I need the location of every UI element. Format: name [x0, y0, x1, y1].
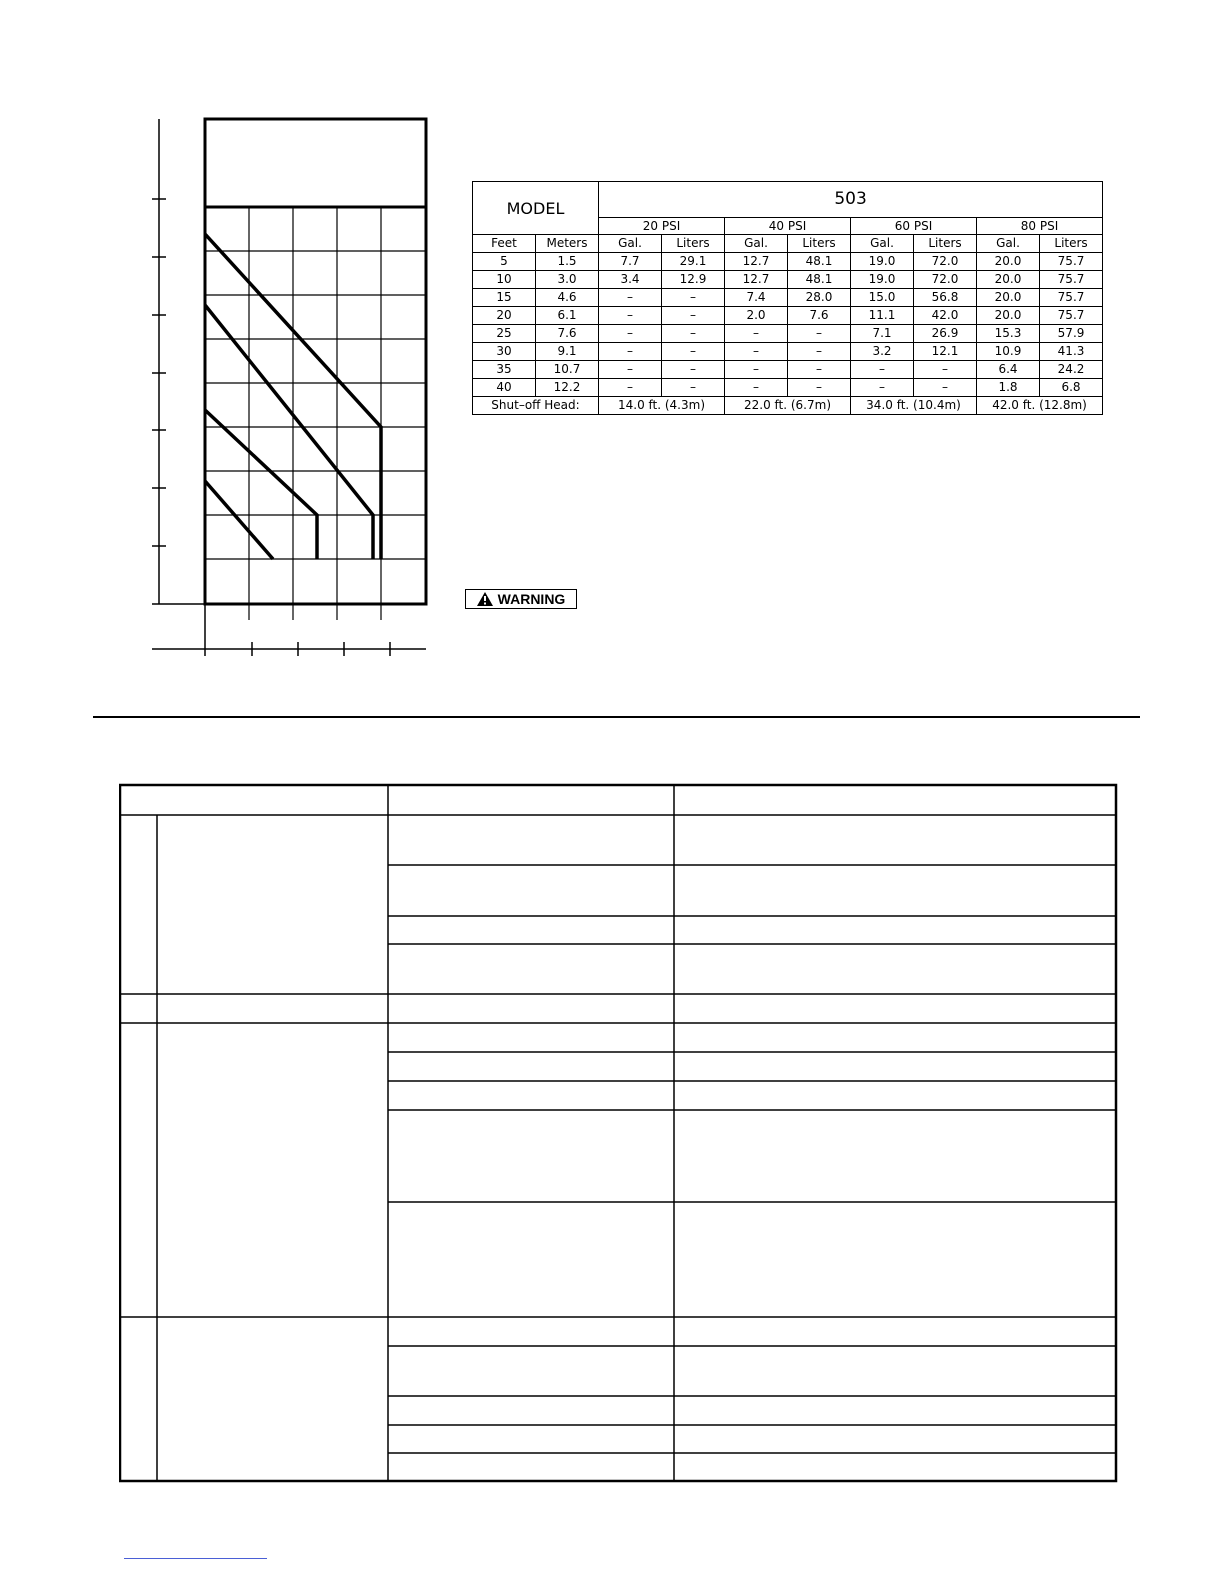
table-cell: 26.9 — [914, 325, 977, 343]
chart-axes — [152, 119, 426, 649]
table-cell: 6.8 — [1040, 379, 1103, 397]
table-cell: 12.1 — [914, 343, 977, 361]
column-header: Meters — [536, 235, 599, 253]
table-cell: 6.1 — [536, 307, 599, 325]
table-cell: 72.0 — [914, 271, 977, 289]
table-cell: – — [725, 343, 788, 361]
table-cell: 7.4 — [725, 289, 788, 307]
troubleshooting-table-grid — [119, 783, 1119, 1485]
column-header: Gal. — [725, 235, 788, 253]
table-cell: – — [725, 379, 788, 397]
table-cell: – — [662, 379, 725, 397]
table-cell: 15.3 — [977, 325, 1040, 343]
table-cell: 20.0 — [977, 253, 1040, 271]
column-header: Liters — [788, 235, 851, 253]
table-cell: – — [599, 307, 662, 325]
table-cell: 41.3 — [1040, 343, 1103, 361]
table-cell: 5 — [473, 253, 536, 271]
footer-link-underline[interactable] — [124, 1558, 267, 1559]
table-cell: 7.6 — [536, 325, 599, 343]
table-cell: 4.6 — [536, 289, 599, 307]
table-cell: – — [788, 343, 851, 361]
model-number: 503 — [599, 182, 1103, 218]
table-cell: 3.2 — [851, 343, 914, 361]
shutoff-value: 14.0 ft. (4.3m) — [599, 397, 725, 415]
column-header: Gal. — [599, 235, 662, 253]
performance-row — [473, 343, 1103, 361]
table-cell: – — [599, 325, 662, 343]
table-cell: 75.7 — [1040, 253, 1103, 271]
table-cell: 15.0 — [851, 289, 914, 307]
pressure-header-40: 40 PSI — [725, 217, 851, 234]
curve-40-psi — [205, 410, 317, 559]
table-cell: – — [725, 361, 788, 379]
table-cell: 20.0 — [977, 289, 1040, 307]
table-cell: 10 — [473, 271, 536, 289]
performance-rows — [473, 253, 1103, 397]
column-header: Liters — [662, 235, 725, 253]
table-cell: 1.8 — [977, 379, 1040, 397]
table-cell: 3.0 — [536, 271, 599, 289]
table-cell: – — [599, 343, 662, 361]
table-cell: 12.2 — [536, 379, 599, 397]
table-cell: 40 — [473, 379, 536, 397]
model-header: MODEL — [473, 182, 599, 235]
table-cell: – — [725, 325, 788, 343]
table-cell: – — [851, 361, 914, 379]
column-header: Liters — [1040, 235, 1103, 253]
shutoff-value: 34.0 ft. (10.4m) — [851, 397, 977, 415]
table-cell: 11.1 — [851, 307, 914, 325]
table-cell: 12.7 — [725, 271, 788, 289]
column-header: Gal. — [851, 235, 914, 253]
table-cell: – — [662, 325, 725, 343]
table-cell: – — [662, 361, 725, 379]
table-cell: – — [788, 361, 851, 379]
x-axis-ticks — [205, 604, 390, 656]
table-cell: 20 — [473, 307, 536, 325]
pressure-header-20: 20 PSI — [599, 217, 725, 234]
table-cell: 56.8 — [914, 289, 977, 307]
table-cell: 75.7 — [1040, 289, 1103, 307]
unit-header-row — [473, 235, 1103, 253]
pressure-header-60: 60 PSI — [851, 217, 977, 234]
table-cell: 28.0 — [788, 289, 851, 307]
table-cell: 24.2 — [1040, 361, 1103, 379]
table-cell: – — [914, 361, 977, 379]
shutoff-label: Shut–off Head: — [473, 397, 599, 415]
table-cell: 75.7 — [1040, 307, 1103, 325]
table-cell: – — [599, 379, 662, 397]
table-cell: 10.9 — [977, 343, 1040, 361]
table-cell: 75.7 — [1040, 271, 1103, 289]
table-cell: 30 — [473, 343, 536, 361]
table-cell: 12.7 — [725, 253, 788, 271]
table-cell: 42.0 — [914, 307, 977, 325]
table-cell: 48.1 — [788, 253, 851, 271]
table-cell: – — [788, 325, 851, 343]
table-cell: 10.7 — [536, 361, 599, 379]
performance-row — [473, 289, 1103, 307]
table-cell: 15 — [473, 289, 536, 307]
table-cell: 57.9 — [1040, 325, 1103, 343]
warning-badge — [465, 589, 577, 609]
performance-curve-chart — [145, 112, 430, 657]
warning-label: WARNING — [497, 591, 566, 607]
table-cell: 7.7 — [599, 253, 662, 271]
table-cell: 1.5 — [536, 253, 599, 271]
table-outer-border — [120, 785, 1116, 1481]
table-cell: 72.0 — [914, 253, 977, 271]
table-cell: – — [914, 379, 977, 397]
column-header: Gal. — [977, 235, 1040, 253]
shutoff-value: 42.0 ft. (12.8m) — [977, 397, 1103, 415]
shutoff-row — [473, 397, 1103, 415]
table-cell: 7.1 — [851, 325, 914, 343]
table-cell: – — [788, 379, 851, 397]
table-cell: – — [662, 307, 725, 325]
table-cell: – — [599, 361, 662, 379]
column-header: Liters — [914, 235, 977, 253]
table-cell: 20.0 — [977, 271, 1040, 289]
table-cell: 19.0 — [851, 253, 914, 271]
performance-row — [473, 361, 1103, 379]
performance-row — [473, 379, 1103, 397]
pump-performance-table — [472, 181, 1103, 415]
table-cell: 29.1 — [662, 253, 725, 271]
column-header: Feet — [473, 235, 536, 253]
warning-triangle-icon — [477, 592, 493, 606]
curve-20-psi — [205, 481, 273, 559]
shutoff-value: 22.0 ft. (6.7m) — [725, 397, 851, 415]
table-cell: – — [851, 379, 914, 397]
table-cell: 48.1 — [788, 271, 851, 289]
performance-row — [473, 253, 1103, 271]
pressure-header-80: 80 PSI — [977, 217, 1103, 234]
table-cell: – — [662, 289, 725, 307]
table-cell: 7.6 — [788, 307, 851, 325]
table-cell: 12.9 — [662, 271, 725, 289]
table-cell: 25 — [473, 325, 536, 343]
table-cell: 35 — [473, 361, 536, 379]
table-cell: 20.0 — [977, 307, 1040, 325]
section-divider — [93, 716, 1140, 718]
table-cell: – — [662, 343, 725, 361]
table-cell: 6.4 — [977, 361, 1040, 379]
table-cell: 19.0 — [851, 271, 914, 289]
performance-row — [473, 271, 1103, 289]
performance-row — [473, 325, 1103, 343]
table-cell: 9.1 — [536, 343, 599, 361]
table-cell: – — [599, 289, 662, 307]
table-cell: 2.0 — [725, 307, 788, 325]
table-cell: 3.4 — [599, 271, 662, 289]
performance-row — [473, 307, 1103, 325]
